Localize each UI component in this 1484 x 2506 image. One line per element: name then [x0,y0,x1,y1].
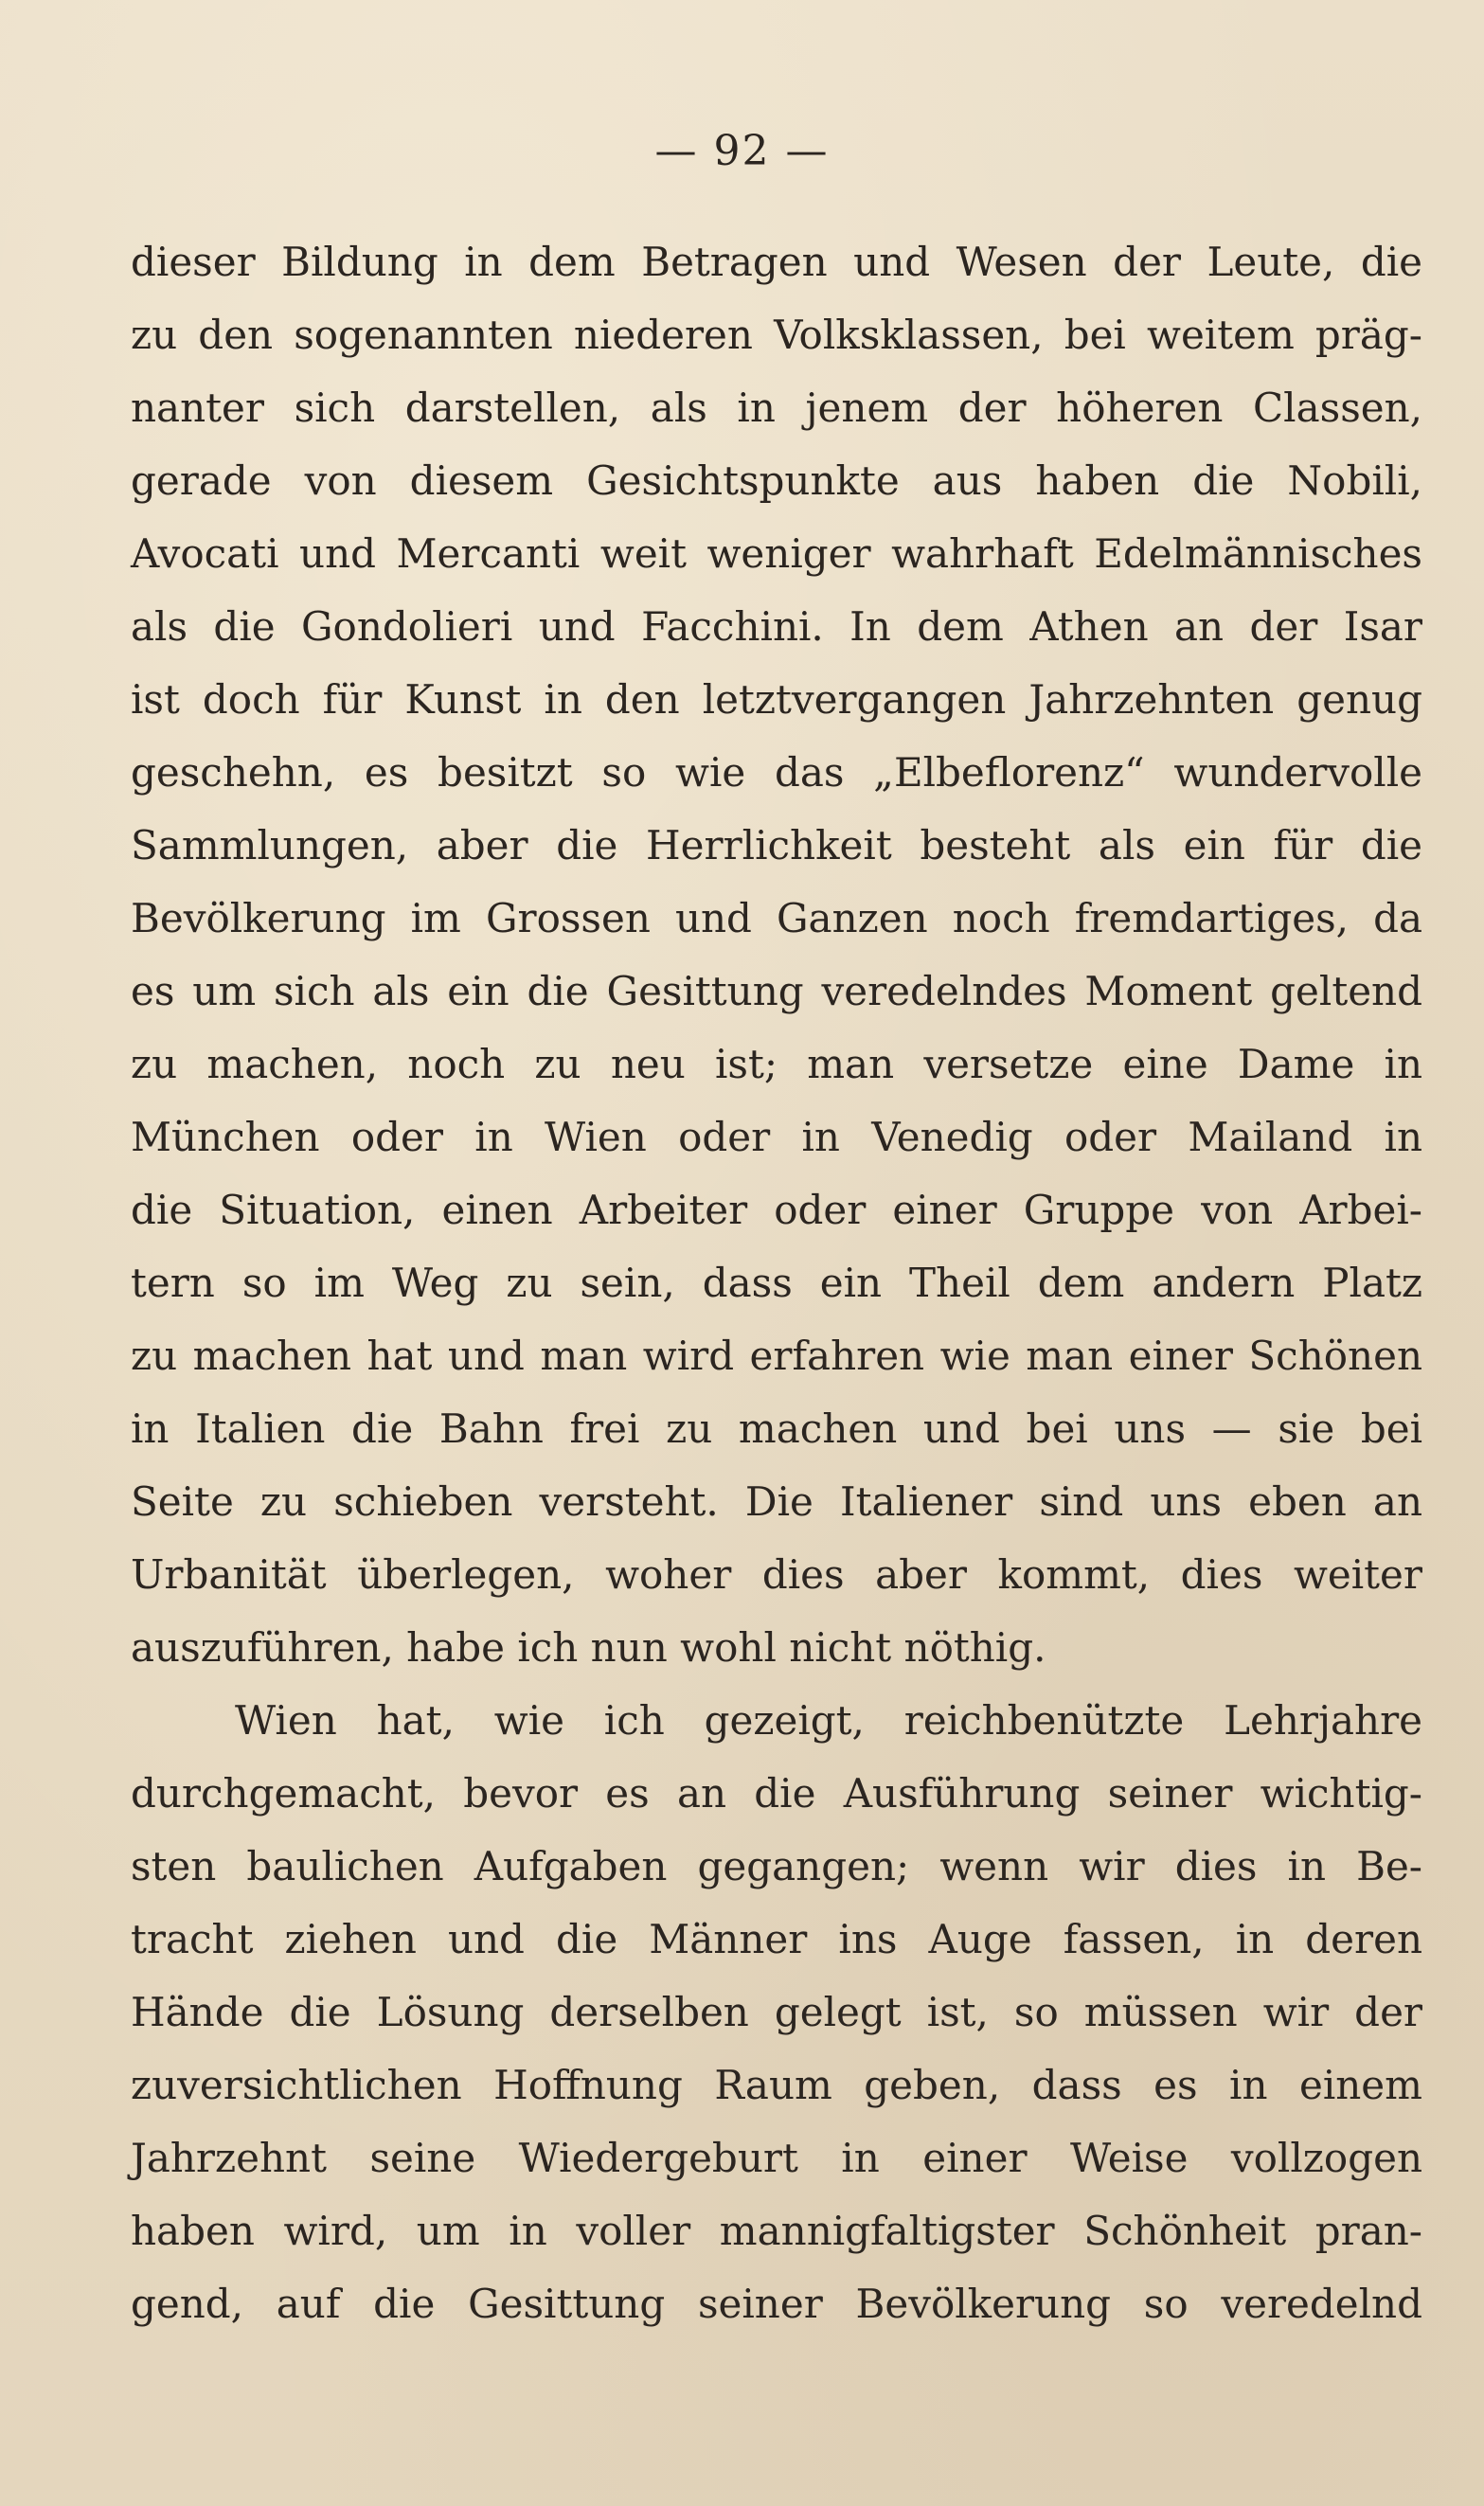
text-line: zu machen hat und man wird erfahren wie man einer Schönen [131,1333,1422,1379]
text-line: Sammlungen, aber die Herrlichkeit besteht als ein für die [131,822,1422,868]
text-line: als die Gondolieri und Facchini. In dem Athen an der Isar [131,603,1422,650]
body-text [131,225,1422,2340]
text-line: auszuführen, habe ich nun wohl nicht nöthig. [131,1624,1046,1671]
text-line: München oder in Wien oder in Venedig oder Mailand in [131,1114,1422,1160]
text-line: in Italien die Bahn frei zu machen und bei uns — sie bei [131,1405,1422,1452]
text-line: geschehn, es besitzt so wie das „Elbeflorenz“ wundervolle [131,749,1422,796]
text-line: ist doch für Kunst in den letztvergangen Jahrzehnten genug [131,676,1422,723]
text-line: zu machen, noch zu neu ist; man versetze eine Dame in [131,1041,1422,1087]
text-line: haben wird, um in voller mannigfaltigster Schönheit pran- [131,2208,1422,2254]
text-line: gend, auf die Gesittung seiner Bevölkerung so veredelnd [131,2281,1422,2327]
text-line: die Situation, einen Arbeiter oder einer Gruppe von Arbei- [131,1187,1422,1233]
text-line: zuversichtlichen Hoffnung Raum geben, dass es in einem [131,2062,1422,2108]
text-line: durchgemacht, bevor es an die Ausführung seiner wichtig- [131,1770,1422,1817]
text-line: tern so im Weg zu sein, dass ein Theil dem andern Platz [131,1260,1422,1306]
text-line: tracht ziehen und die Männer ins Auge fassen, in deren [131,1916,1422,1962]
text-line: sten baulichen Aufgaben gegangen; wenn wir dies in Be- [131,1843,1422,1889]
page-number: — 92 — [654,127,830,175]
text-line: Urbanität überlegen, woher dies aber kommt, dies weiter [131,1551,1422,1598]
text-line: Seite zu schieben versteht. Die Italiener sind uns eben an [131,1478,1422,1525]
text-line: zu den sogenannten niederen Volksklassen, bei weitem präg- [131,312,1422,358]
text-line: Hände die Lösung derselben gelegt ist, so müssen wir der [131,1989,1422,2035]
text-line: es um sich als ein die Gesittung veredelndes Moment geltend [131,968,1422,1014]
text-line: Bevölkerung im Grossen und Ganzen noch fremdartiges, da [131,895,1422,941]
text-line: gerade von diesem Gesichtspunkte aus haben die Nobili, [131,457,1422,504]
text-line: Avocati und Mercanti weit weniger wahrhaft Edelmännisches [131,530,1422,577]
text-line: nanter sich darstellen, als in jenem der höheren Classen, [131,385,1422,431]
text-line: Wien hat, wie ich gezeigt, reichbenützte Lehrjahre [235,1697,1422,1744]
text-line: Jahrzehnt seine Wiedergeburt in einer Weise vollzogen [131,2135,1422,2181]
text-line: dieser Bildung in dem Betragen und Wesen der Leute, die [131,239,1422,285]
